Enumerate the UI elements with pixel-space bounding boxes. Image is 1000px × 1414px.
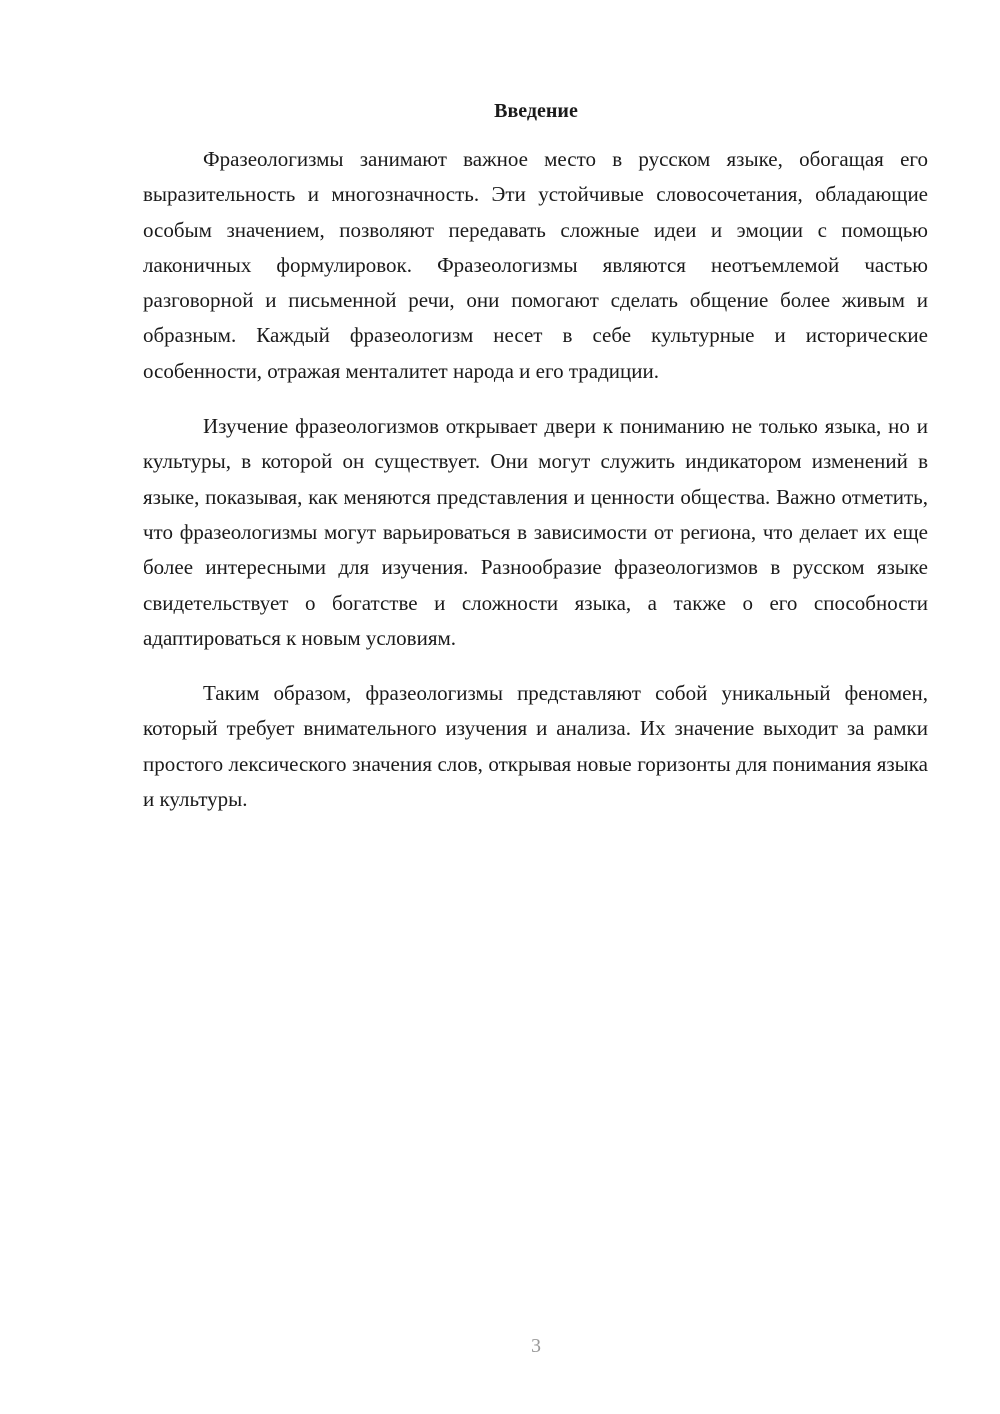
page-number: 3 xyxy=(531,1335,541,1357)
paragraph-study: Изучение фразеологизмов открывает двери к пониманию не только языка, но и культуры, в которой он существует. Они могут служить индикатором изменений в языке, показывая, как меняются представления и ценности общества. Важно отметить, что фразеологизмы могут варьироваться в зависимости от региона, что делает их еще более интересными для изучения. Разнообразие фразеологизмов в русском языке свидетельствует о богатстве и сложности языка, а также о его способности адаптироваться к новым условиям. xyxy=(143,414,928,650)
paragraph-conclusion: Таким образом, фразеологизмы представляют собой уникальный феномен, который требует внимательного изучения и анализа. Их значение выходит за рамки простого лексического значения слов, открывая новые горизонты для понимания языка и культуры. xyxy=(143,681,928,812)
body-text xyxy=(143,142,928,837)
page-title: Введение xyxy=(494,100,578,122)
paragraph-intro: Фразеологизмы занимают важное место в русском языке, обогащая его выразительность и многозначность. Эти устойчивые словосочетания, обладающие особым значением, позволяют передавать сложные идеи и эмоции с помощью лаконичных формулировок. Фразеологизмы являются неотъемлемой частью разговорной и письменной речи, они помогают сделать общение более живым и образным. Каждый фразеологизм несет в себе культурные и исторические особенности, отражая менталитет народа и его традиции. xyxy=(143,147,928,383)
